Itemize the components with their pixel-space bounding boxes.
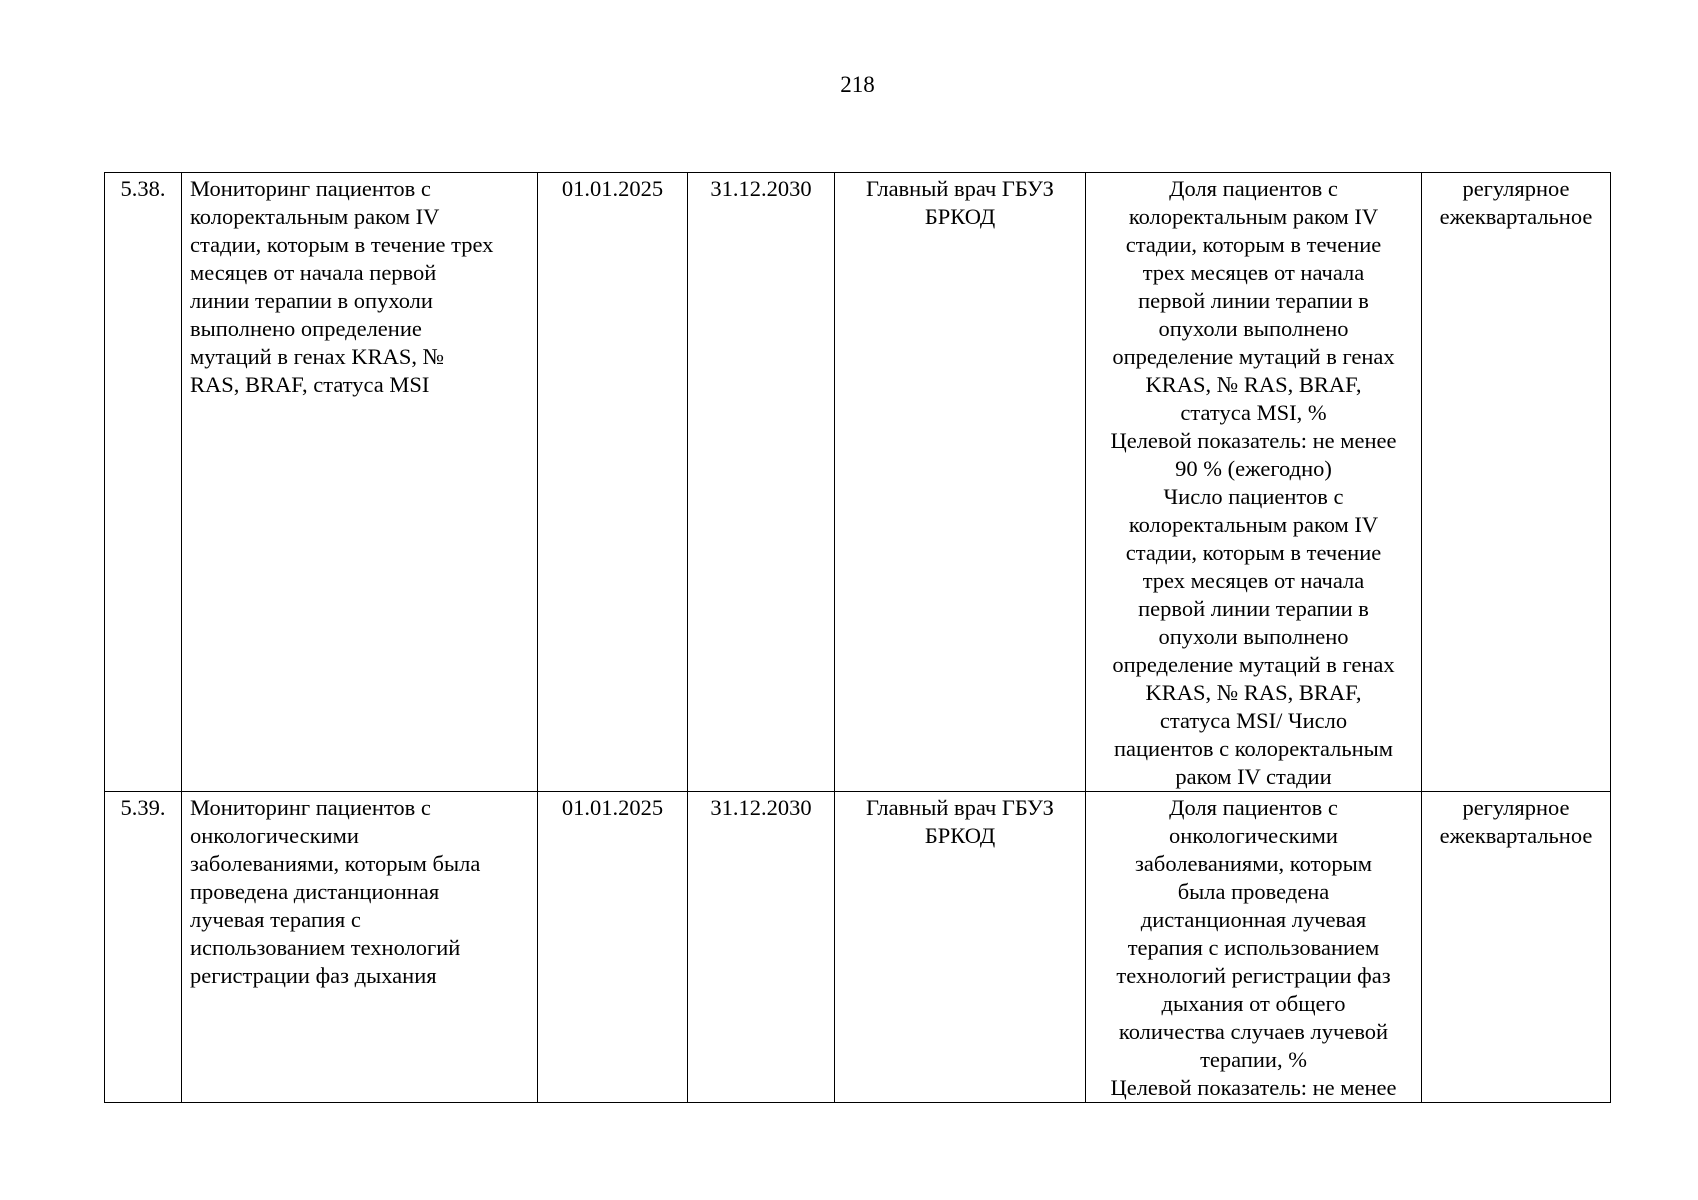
indicator-cell [1086,173,1422,792]
measure-line: Мониторинг пациентов с [190,795,431,820]
indicator-line: трех месяцев от начала [1142,260,1365,285]
indicator-line: определение мутаций в генах [1112,652,1395,677]
row-number: 5.38. [105,173,182,792]
indicator-line: опухоли выполнено [1158,316,1349,341]
indicator-line: стадии, которым в течение [1125,540,1382,565]
measure-line: использованием технологий [190,935,461,960]
indicator-line: стадии, которым в течение [1125,232,1382,257]
measure-line: онкологическими [190,823,359,848]
indicator-line: 90 % (ежегодно) [1175,456,1332,481]
indicator-line: первой линии терапии в [1138,596,1369,621]
indicator-line: дистанционная лучевая [1140,907,1367,932]
indicator-line: онкологическими [1169,823,1338,848]
indicator-cell [1086,792,1422,1103]
frequency-line: ежеквартальное [1439,823,1593,848]
indicator-line: колоректальным раком IV [1128,512,1379,537]
measure-line: мутаций в генах KRAS, № [190,344,445,369]
indicator-line: Число пациентов с [1163,484,1344,509]
measure-line: проведена дистанционная [190,879,440,904]
measure-line: выполнено определение [190,316,422,341]
indicator-line: колоректальным раком IV [1128,204,1379,229]
responsible-line: Главный врач ГБУЗ [866,176,1054,201]
measure-line: регистрации фаз дыхания [190,963,437,988]
indicator-line: статуса MSI/ Число [1159,708,1348,733]
indicator-line: первой линии терапии в [1138,288,1369,313]
indicator-line: количества случаев лучевой [1118,1019,1389,1044]
responsible-line: Главный врач ГБУЗ [866,795,1054,820]
indicator-line: раком IV стадии [1175,764,1332,789]
measure-line: колоректальным раком IV [190,204,440,229]
indicator-line: была проведена [1177,879,1330,904]
responsible-line: БРКОД [924,823,996,848]
indicator-line: дыхания от общего [1161,991,1346,1016]
indicator-line: терапия с использованием [1127,935,1380,960]
frequency-line: регулярное [1462,795,1570,820]
frequency-cell [1422,792,1611,1103]
start-date-cell: 01.01.2025 [538,173,688,792]
indicator-line: Целевой показатель: не менее [1110,1075,1397,1100]
indicator-line: Целевой показатель: не менее [1110,428,1397,453]
start-date-cell: 01.01.2025 [538,792,688,1103]
indicator-line: технологий регистрации фаз [1116,963,1391,988]
responsible-cell [835,792,1086,1103]
indicator-line: определение мутаций в генах [1112,344,1395,369]
frequency-line: ежеквартальное [1439,204,1593,229]
indicator-line: заболеваниями, которым [1135,851,1372,876]
table-row [105,792,1611,1103]
frequency-cell [1422,173,1611,792]
indicator-line: Доля пациентов с [1169,176,1338,201]
indicator-line: KRAS, № RAS, BRAF, [1145,372,1362,397]
measure-line: линии терапии в опухоли [190,288,433,313]
measure-cell [182,792,538,1103]
indicator-line: статуса MSI, % [1180,400,1327,425]
end-date-cell: 31.12.2030 [688,173,835,792]
measure-line: RAS, BRAF, статуса MSI [190,372,430,397]
indicator-line: KRAS, № RAS, BRAF, [1145,680,1362,705]
indicator-line: пациентов с колоректальным [1113,736,1394,761]
indicator-line: терапии, % [1200,1047,1307,1072]
responsible-cell [835,173,1086,792]
measure-line: месяцев от начала первой [190,260,437,285]
indicator-line: опухоли выполнено [1158,624,1349,649]
responsible-line: БРКОД [924,204,996,229]
indicator-line: Доля пациентов с [1169,795,1338,820]
row-number: 5.39. [105,792,182,1103]
measure-line: стадии, которым в течение трех [190,232,494,257]
page-number: 218 [840,72,875,97]
measure-line: Мониторинг пациентов с [190,176,431,201]
indicator-line: трех месяцев от начала [1142,568,1365,593]
measure-line: заболеваниями, которым была [190,851,481,876]
frequency-line: регулярное [1462,176,1570,201]
measure-cell [182,173,538,792]
measures-table [104,172,1611,1103]
end-date-cell: 31.12.2030 [688,792,835,1103]
table-row [105,173,1611,792]
measure-line: лучевая терапия с [190,907,361,932]
